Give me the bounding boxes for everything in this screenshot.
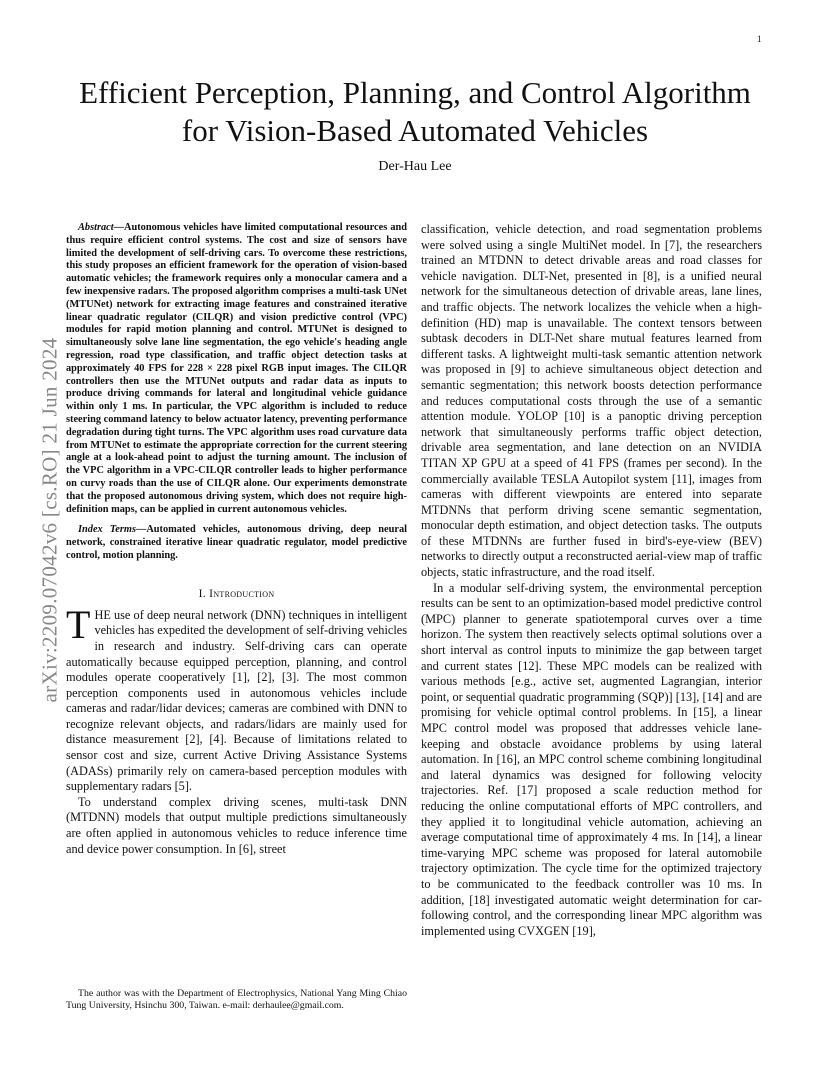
page-number: 1 [757, 34, 762, 44]
author-footnote: The author was with the Department of Electrophysics, National Yang Ming Chiao Tung University, Hsinchu 300, Taiwan. e-mail: derhaulee@gmail.com. [66, 988, 407, 1012]
section-heading [66, 587, 407, 600]
author-name: Der-Hau Lee [378, 159, 452, 174]
intro-paragraph-1-text: use of deep neural network (DNN) techniques in intelligent vehicles has expedited the development of self-driving vehicles in research and industry. Self-driving cars can operate automatically because equipped perception, planning, and control modules operate cooperatively [1], [2], [3]. The most common perception components used in autonomous vehicles include cameras and radar/lidar devices; cameras are combined with DNN to recognize relevant objects, and radars/lidars are mainly used for distance measurement [2], [4]. Because of limitations related to sensor cost and size, current Active Driving Assistance Systems (ADASs) primarily rely on camera-based perception modules with supplementary radars [5]. [66, 607, 407, 794]
lead-word: HE [94, 607, 111, 622]
drop-cap: T [66, 601, 91, 647]
paper-title: Efficient Perception, Planning, and Control Algorithm for Vision-Based Automated Vehicles [79, 75, 751, 148]
right-paragraph-2: In a modular self-driving system, the environmental perception results can be sent to an optimization-based model predictive control (MPC) planner to generate spatiotemporal curves over a time horizon. The system then reactively selects optimal solutions over a short interval as control inputs to minimize the gap between target and current states [12]. These MPC models can be realized with various methods [e.g., active set, augmented Lagrangian, interior point, or sequential quadratic programming (SQP)] [13], [14] and are promising for vehicle optimal control problems. In [15], a linear MPC control model was proposed that addresses vehicle lane-keeping and obstacle avoidance problems by using lateral automation. In [16], an MPC control scheme combining longitudinal and lateral dynamics was designed for following velocity trajectories. Ref. [17] proposed a scale reduction method for reducing the online computational efforts of MPC controllers, and they applied it to longitudinal vehicle automation, achieving an average computational time of approximately 4 ms. In [14], a linear time-varying MPC scheme was proposed for lateral automobile trajectory optimization. The cycle time for the optimized trajectory to be communicated to the feedback controller was 10 ms. In addition, [18] investigated automatic weight determination for car-following control, and the corresponding linear MPC algorithm was implemented using CVXGEN [19], [421, 580, 762, 938]
index-terms-label: Index Terms [78, 524, 136, 536]
right-column [421, 222, 762, 939]
abstract-text: —Autonomous vehicles have limited computational resources and thus require efficient control systems. The cost and size of sensors have limited the development of self-driving cars. To overcome these restrictions, this study proposes an efficient framework for the operation of vision-based automatic vehicles; the framework requires only a monocular camera and a few inexpensive radars. The proposed algorithm comprises a multi-task UNet (MTUNet) network for extracting image features and constrained iterative linear quadratic regulator (CILQR) and vision predictive control (VPC) modules for rapid motion planning and control. MTUNet is designed to simultaneously solve lane line segmentation, the ego vehicle's heading angle regression, road type classification, and traffic object detection tasks at approximately 40 FPS for 228 × 228 pixel RGB input images. The CILQR controllers then use the MTUNet outputs and radar data as inputs to produce driving commands for lateral and longitudinal vehicle guidance within only 1 ms. In particular, the VPC algorithm is included to reduce steering command latency to below actuator latency, preventing performance degradation during tight turns. The VPC algorithm uses road curvature data from MTUNet to estimate the appropriate correction for the current steering angle at a look-ahead point to adjust the turning amount. The inclusion of the VPC algorithm in a VPC-CILQR controller leads to higher performance on curvy roads than the use of CILQR alone. Our experiments demonstrate that the proposed autonomous driving system, which does not require high-definition maps, can be applied in current autonomous vehicles. [66, 222, 407, 515]
arxiv-id-text: arXiv:2209.07042v6 [cs.RO] 21 Jun 2024 [37, 337, 62, 703]
intro-paragraph-2: To understand complex driving scenes, multi-task DNN (MTDNN) models that output multiple predictions simultaneously are often applied in autonomous vehicles to reduce inference time and device power consumption. In [6], street [66, 794, 407, 856]
intro-paragraph-1 [66, 601, 407, 795]
section-numeral: I. [198, 586, 206, 600]
arxiv-identifier [38, 280, 62, 760]
abstract [66, 222, 407, 516]
abstract-label: Abstract [78, 222, 114, 233]
right-paragraph-1: classification, vehicle detection, and road segmentation problems were solved using a single MultiNet model. In [7], the researchers trained an MTDNN to detect drivable areas and road classes for vehicle navigation. DLT-Net, presented in [8], is a unified neural network for the simultaneous detection of drivable areas, lane lines, and traffic objects. The network localizes the vehicle when a high-definition (HD) map is unavailable. The context tensors between subtask decoders in DLT-Net share mutual features learned from different tasks. A lightweight multi-task semantic attention network was proposed in [9] to achieve simultaneous object detection and semantic segmentation; this network boosts detection performance and reduces computational costs through the use of a semantic attention module. YOLOP [10] is a panoptic driving perception network that simultaneously performs traffic object detection, drivable area segmentation, and lane detection on an NVIDIA TITAN XP GPU at a speed of 41 FPS (frames per second). In the commercially available TESLA Autopilot system [11], images from cameras with different viewpoints are entered into separate MTDNNs that perform driving scene semantic segmentation, monocular depth estimation, and object detection tasks. The outputs of these MTDNNs are further fused in bird's-eye-view (BEV) networks to directly output a reconstructed aerial-view map of traffic objects, static infrastructure, and the road itself. [421, 222, 762, 580]
left-column [66, 222, 407, 857]
section-title: Introduction [209, 586, 275, 600]
index-terms-text: —Automated vehicles, autonomous driving, deep neural network, constrained iterative linear quadratic regulator, model predictive control, motion planning. [66, 524, 407, 561]
intro-body [66, 601, 407, 858]
index-terms [66, 524, 407, 562]
